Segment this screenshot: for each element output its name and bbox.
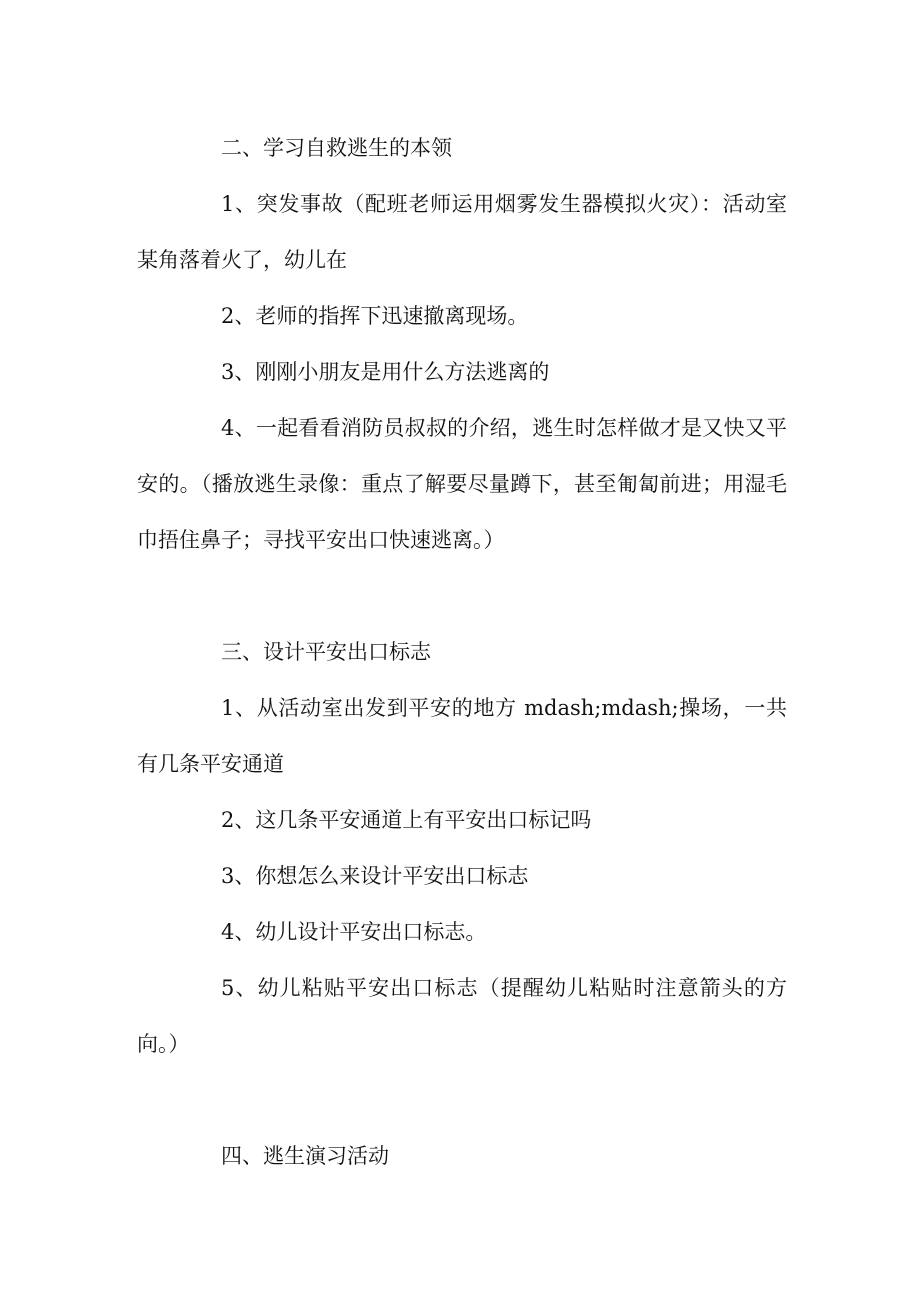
section-spacer xyxy=(137,1072,787,1128)
paragraph-3-1: 1、从活动室出发到平安的地方 mdash;mdash;操场，一共有几条平安通道 xyxy=(137,696,787,776)
paragraph-3-3: 3、你想怎么来设计平安出口标志 xyxy=(221,864,529,888)
section-spacer xyxy=(137,568,787,624)
paragraph-3-2: 2、这几条平安通道上有平安出口标记吗 xyxy=(221,808,592,832)
paragraph-3-4: 4、幼儿设计平安出口标志。 xyxy=(221,920,487,944)
paragraph-2-2: 2、老师的指挥下迅速撤离现场。 xyxy=(221,304,529,328)
paragraph-3-5: 5、幼儿粘贴平安出口标志（提醒幼儿粘贴时注意箭头的方向。） xyxy=(137,976,787,1056)
document-body xyxy=(137,120,787,1184)
section-heading-3: 三、设计平安出口标志 xyxy=(221,640,431,664)
paragraph-2-3: 3、刚刚小朋友是用什么方法逃离的 xyxy=(221,360,550,384)
section-heading-4: 四、逃生演习活动 xyxy=(221,1144,389,1168)
paragraph-2-1: 1、突发事故（配班老师运用烟雾发生器模拟火灾）：活动室某角落着火了，幼儿在 xyxy=(137,192,787,272)
paragraph-2-4: 4、一起看看消防员叔叔的介绍，逃生时怎样做才是又快又平安的。（播放逃生录像：重点了解要尽量蹲下，甚至匍匐前进；用湿毛巾捂住鼻子；寻找平安出口快速逃离。） xyxy=(137,416,787,552)
section-heading-2: 二、学习自救逃生的本领 xyxy=(221,136,452,160)
